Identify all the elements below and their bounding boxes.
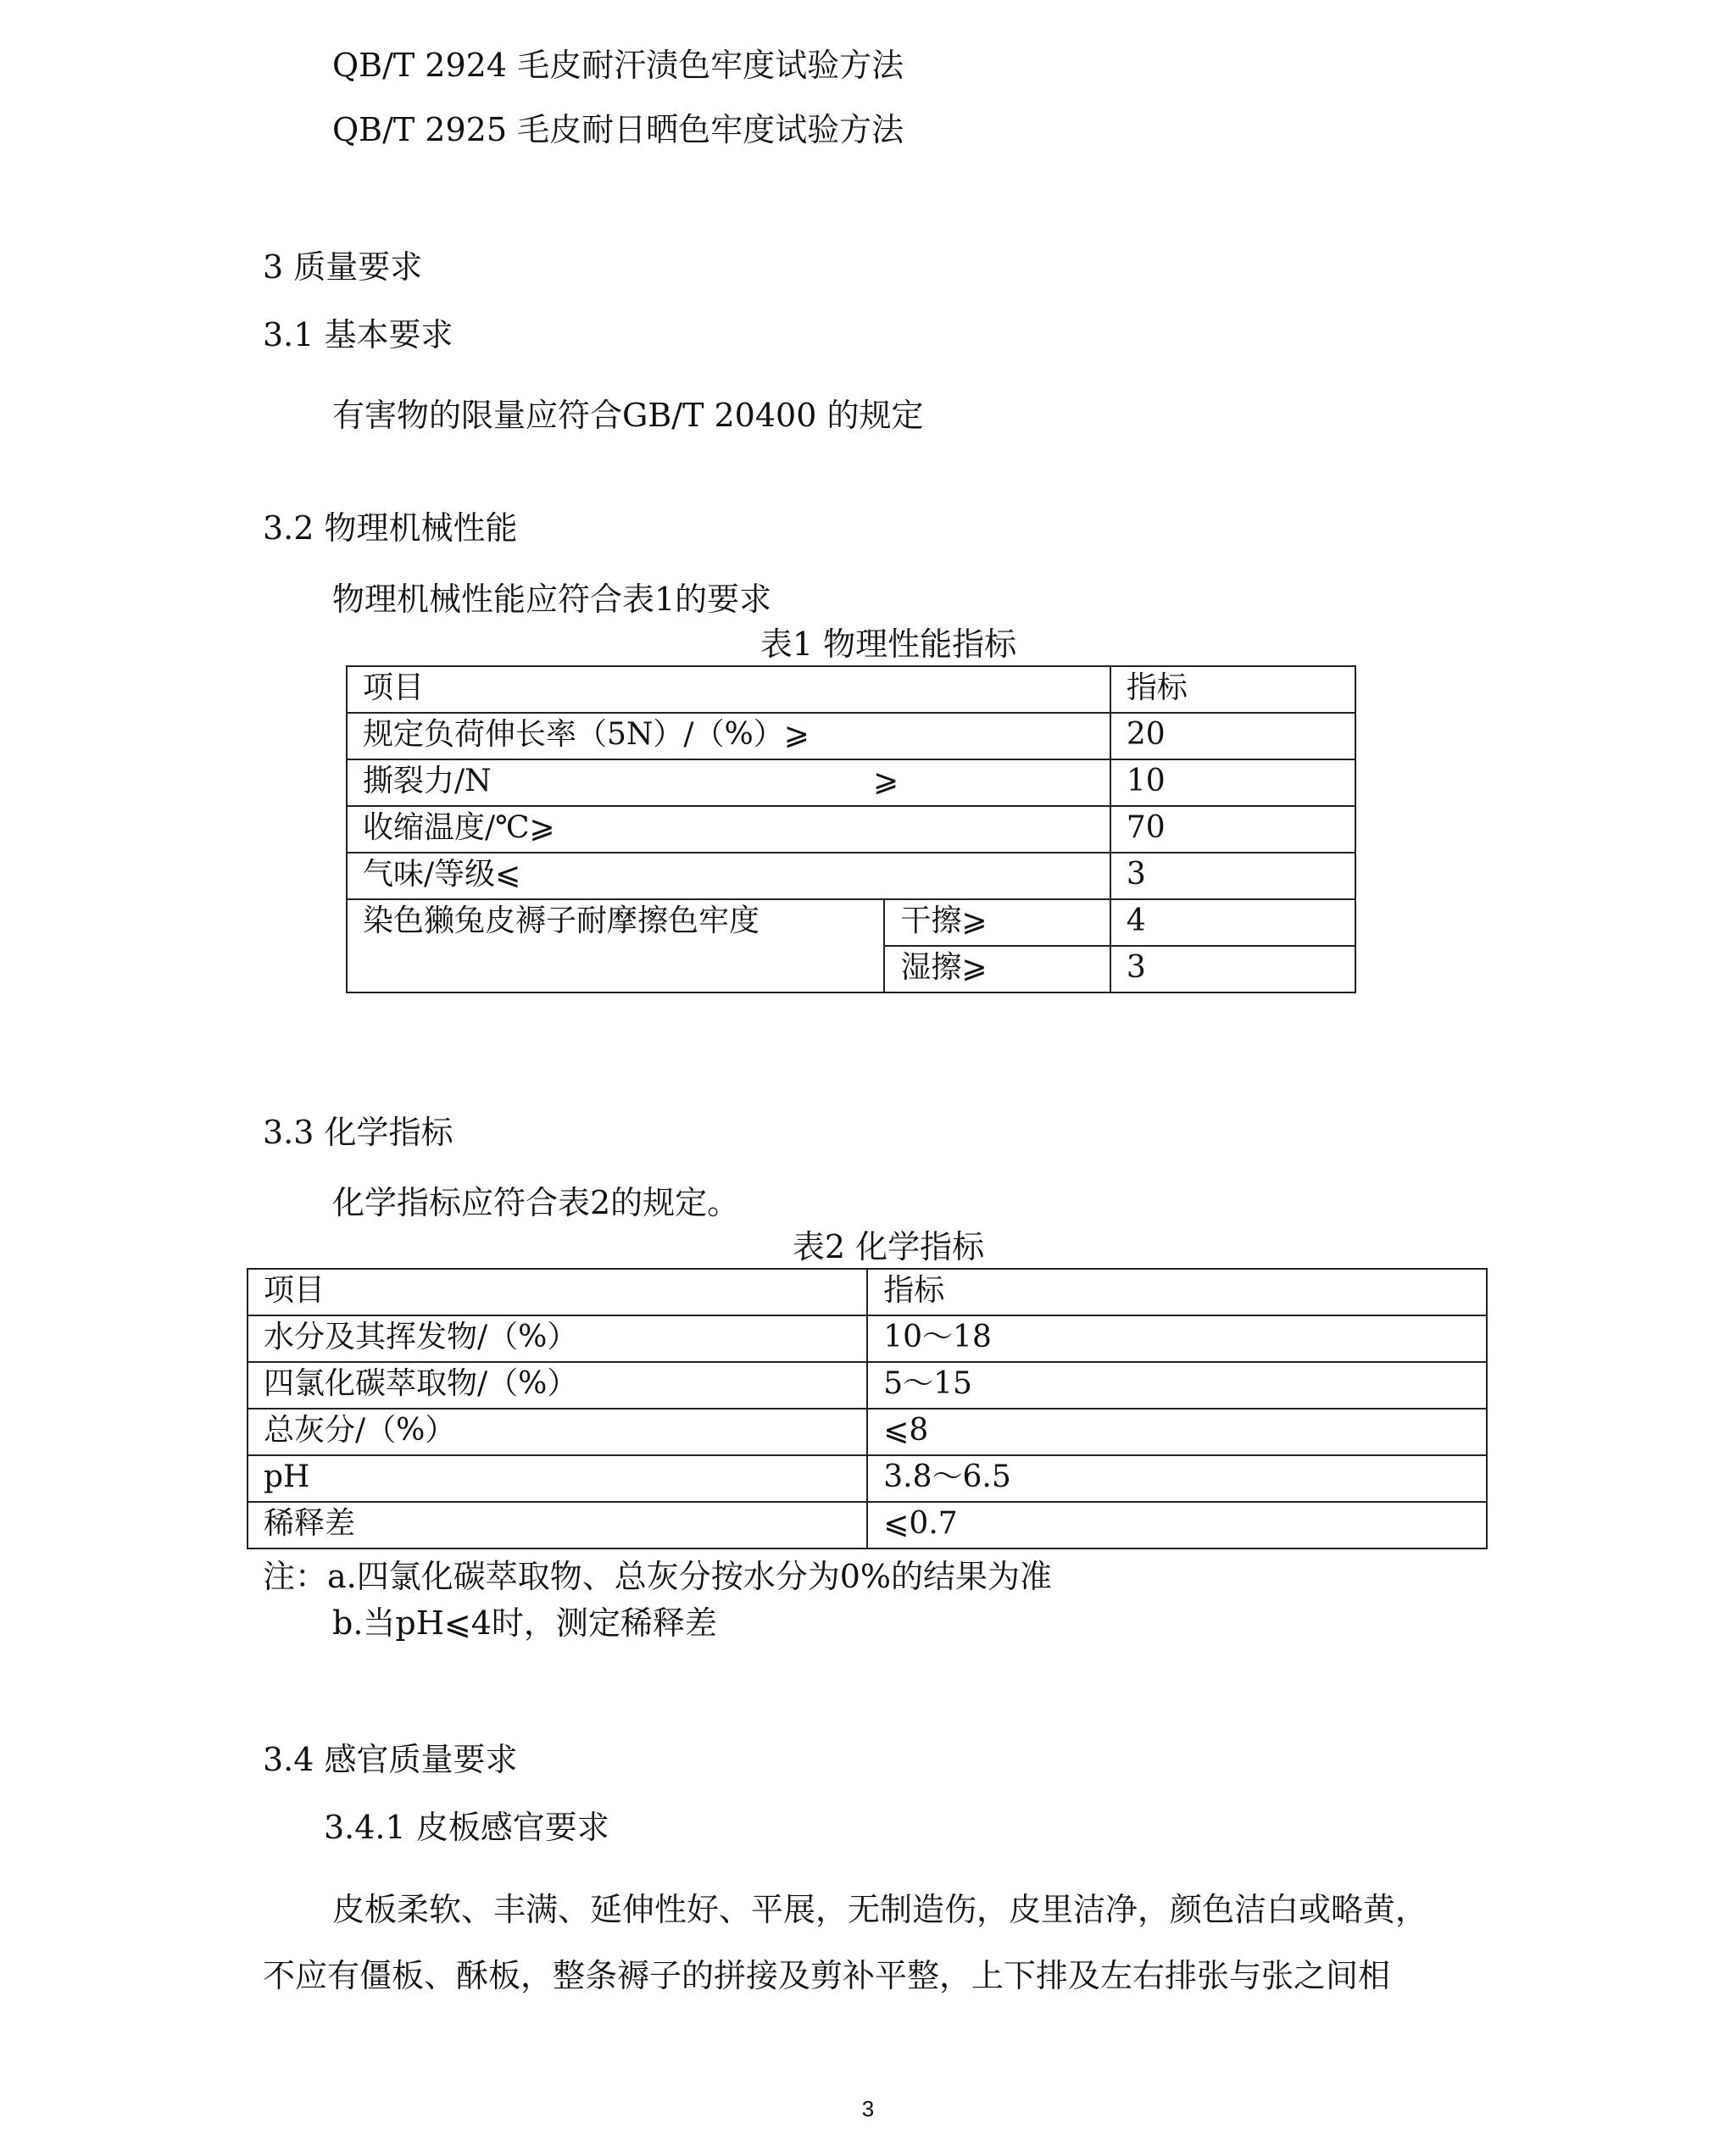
table2-note-b: b.当pH⩽4时，测定稀释差 (332, 1604, 717, 1642)
table2-caption: 表2 化学指标 (792, 1228, 985, 1265)
row-value: 3.8～6.5 (867, 1455, 1487, 1502)
section-3-4-1-heading: 3.4.1 皮板感官要求 (324, 1809, 609, 1846)
chemical-indicators-table (247, 1268, 1488, 1549)
section-3-heading: 3 质量要求 (263, 248, 423, 286)
subrow-value: 4 (1110, 899, 1355, 946)
physical-properties-table (346, 665, 1356, 993)
row-item: 规定负荷伸长率（5N）/（%）⩾ (347, 713, 1110, 759)
row-value: 20 (1110, 713, 1355, 759)
row-value: ⩽0.7 (867, 1502, 1487, 1548)
row-value: 70 (1110, 806, 1355, 853)
table-row (248, 1315, 1487, 1362)
subrow-label: 干擦⩾ (884, 899, 1110, 946)
header-value: 指标 (867, 1269, 1487, 1315)
table-row (248, 1455, 1487, 1502)
table-row (248, 1362, 1487, 1409)
table2-note-a: 注：a.四氯化碳萃取物、总灰分按水分为0%的结果为准 (263, 1558, 1053, 1595)
table-row (248, 1409, 1487, 1455)
header-value: 指标 (1110, 666, 1355, 713)
paragraph-line-1: 皮板柔软、丰满、延伸性好、平展，无制造伤，皮里洁净，颜色洁白或略黄， (332, 1891, 1428, 1928)
section-3-2-heading: 3.2 物理机械性能 (263, 509, 518, 547)
section-3-1-text: 有害物的限量应符合GB/T 20400 的规定 (332, 397, 924, 434)
reference-line-2: QB/T 2925 毛皮耐日晒色牢度试验方法 (332, 111, 904, 148)
row-item-label: 撕裂力/N (363, 764, 492, 798)
paragraph-line-2: 不应有僵板、酥板，整条褥子的拼接及剪补平整，上下排及左右排张与张之间相 (263, 1957, 1391, 1994)
table-row (347, 899, 1355, 946)
merged-row-item: 染色獭兔皮褥子耐摩擦色牢度 (347, 899, 884, 992)
row-item: pH (248, 1455, 867, 1502)
table-row (347, 853, 1355, 899)
row-item-symbol: ⩾ (873, 764, 899, 798)
row-value: ⩽8 (867, 1409, 1487, 1455)
row-item: 气味/等级⩽ (347, 853, 1110, 899)
section-3-3-text: 化学指标应符合表2的规定。 (332, 1184, 740, 1221)
table-header-row (248, 1269, 1487, 1315)
row-value: 5～15 (867, 1362, 1487, 1409)
row-value: 10～18 (867, 1315, 1487, 1362)
row-item (347, 759, 1110, 806)
table-row (347, 713, 1355, 759)
row-value: 10 (1110, 759, 1355, 806)
row-item: 收缩温度/℃⩾ (347, 806, 1110, 853)
row-item: 四氯化碳萃取物/（%） (248, 1362, 867, 1409)
table-row (347, 759, 1355, 806)
section-3-4-heading: 3.4 感官质量要求 (263, 1741, 518, 1778)
section-3-3-heading: 3.3 化学指标 (263, 1114, 453, 1151)
row-value: 3 (1110, 853, 1355, 899)
table-header-row (347, 666, 1355, 713)
section-3-2-text: 物理机械性能应符合表1的要求 (332, 581, 772, 618)
table-row (347, 806, 1355, 853)
page-number: 3 (861, 2096, 875, 2121)
row-item: 总灰分/（%） (248, 1409, 867, 1455)
row-item: 水分及其挥发物/（%） (248, 1315, 867, 1362)
header-item: 项目 (248, 1269, 867, 1315)
row-item: 稀释差 (248, 1502, 867, 1548)
reference-line-1: QB/T 2924 毛皮耐汗渍色牢度试验方法 (332, 47, 904, 84)
subrow-label: 湿擦⩾ (884, 946, 1110, 992)
section-3-1-heading: 3.1 基本要求 (263, 316, 453, 353)
table-row (248, 1502, 1487, 1548)
table1-caption: 表1 物理性能指标 (760, 625, 1017, 663)
header-item: 项目 (347, 666, 1110, 713)
subrow-value: 3 (1110, 946, 1355, 992)
